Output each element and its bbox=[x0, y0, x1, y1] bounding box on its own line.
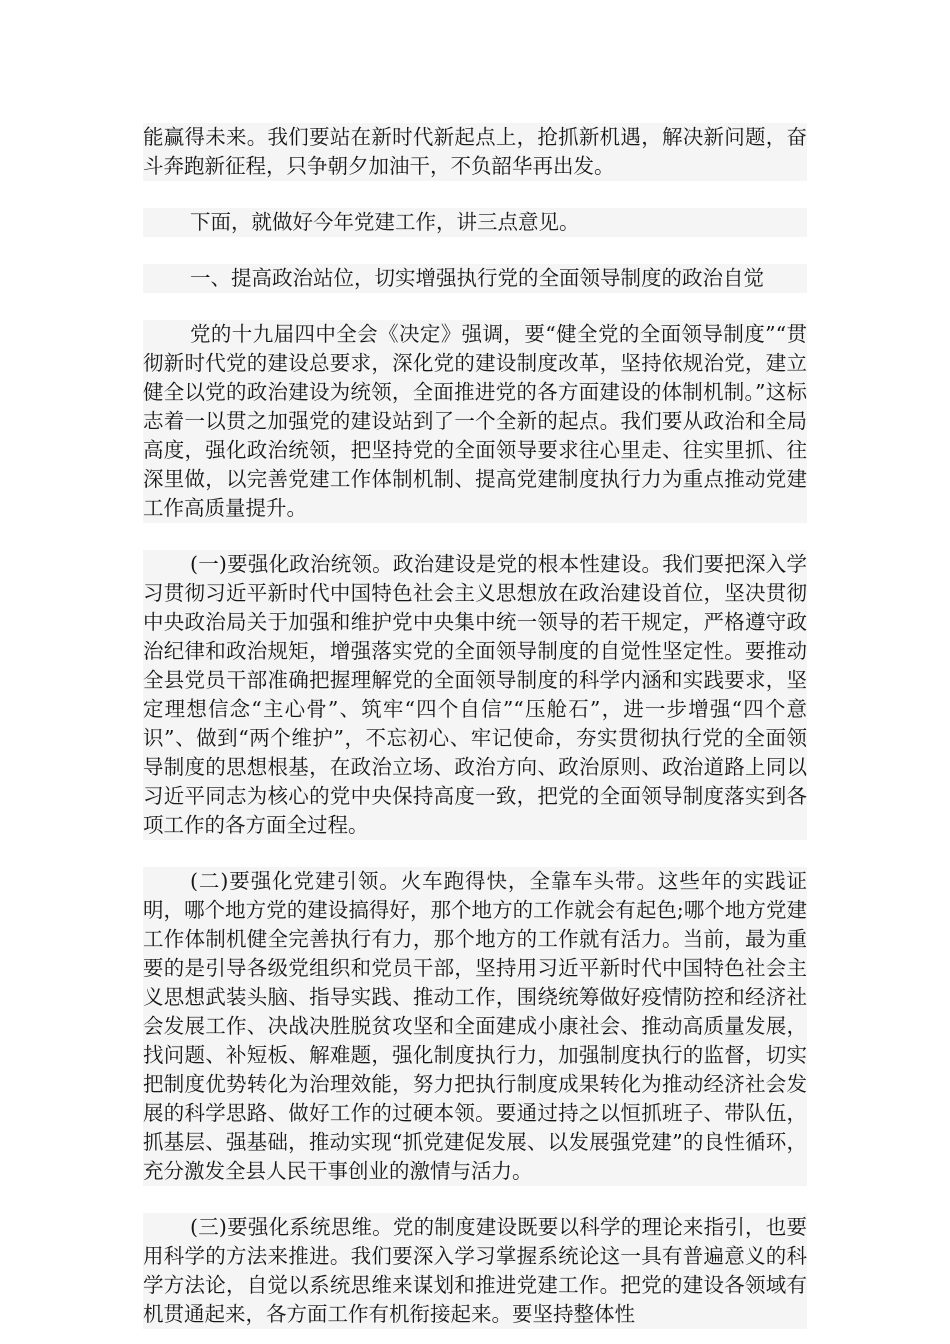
paragraph-point-3: (三)要强化系统思维。党的制度建设既要以科学的理论来指引，也要用科学的方法来推进。我们要深入学习掌握系统论这一具有普遍意义的科学方法论，自觉以系统思维来谋划和推进党建工作。把党的建设各领域有机贯通起来，各方面工作有机衔接起来。要坚持整体性 bbox=[143, 1213, 807, 1329]
paragraph-continuation: 能赢得未来。我们要站在新时代新起点上，抢抓新机遇，解决新问题，奋斗奔跑新征程，只争朝夕加油干，不负韶华再出发。 bbox=[143, 123, 807, 181]
section-heading: 一、提高政治站位，切实增强执行党的全面领导制度的政治自觉 bbox=[143, 264, 807, 293]
paragraph-point-1: (一)要强化政治统领。政治建设是党的根本性建设。我们要把深入学习贯彻习近平新时代中国特色社会主义思想放在政治建设首位，坚决贯彻中央政治局关于加强和维护党中央集中统一领导的若干规定，严格遵守政治纪律和政治规矩，增强落实党的全面领导制度的自觉性坚定性。要推动全县党员干部准确把握理解党的全面领导制度的科学内涵和实践要求，坚定理想信念“主心骨”、筑牢“四个自信”“压舱石”，进一步增强“四个意识”、做到“两个维护”，不忘初心、牢记使命，夯实贯彻执行党的全面领导制度的思想根基，在政治立场、政治方向、政治原则、政治道路上同以习近平同志为核心的党中央保持高度一致，把党的全面领导制度落实到各项工作的各方面全过程。 bbox=[143, 550, 807, 840]
paragraph-section-1: 党的十九届四中全会《决定》强调，要“健全党的全面领导制度”“贯彻新时代党的建设总要求，深化党的建设制度改革，坚持依规治党，建立健全以党的政治建设为统领，全面推进党的各方面建设的体制机制。”这标志着一以贯之加强党的建设站到了一个全新的起点。我们要从政治和全局高度，强化政治统领，把坚持党的全面领导要求往心里走、往实里抓、往深里做，以完善党建工作体制机制、提高党建制度执行力为重点推动党建工作高质量提升。 bbox=[143, 320, 807, 523]
document-body bbox=[143, 123, 807, 1329]
paragraph-intro: 下面，就做好今年党建工作，讲三点意见。 bbox=[143, 208, 807, 237]
paragraph-point-2: (二)要强化党建引领。火车跑得快，全靠车头带。这些年的实践证明，哪个地方党的建设搞得好，那个地方的工作就会有起色;哪个地方党建工作体制机健全完善执行有力，那个地方的工作就有活力。当前，最为重要的是引导各级党组织和党员干部，坚持用习近平新时代中国特色社会主义思想武装头脑、指导实践、推动工作，围绕统筹做好疫情防控和经济社会发展工作、决战决胜脱贫攻坚和全面建成小康社会、推动高质量发展，找问题、补短板、解难题，强化制度执行力，加强制度执行的监督，切实把制度优势转化为治理效能，努力把执行制度成果转化为推动经济社会发展的科学思路、做好工作的过硬本领。要通过持之以恒抓班子、带队伍，抓基层、强基础，推动实现“抓党建促发展、以发展强党建”的良性循环，充分激发全县人民干事创业的激情与活力。 bbox=[143, 867, 807, 1186]
